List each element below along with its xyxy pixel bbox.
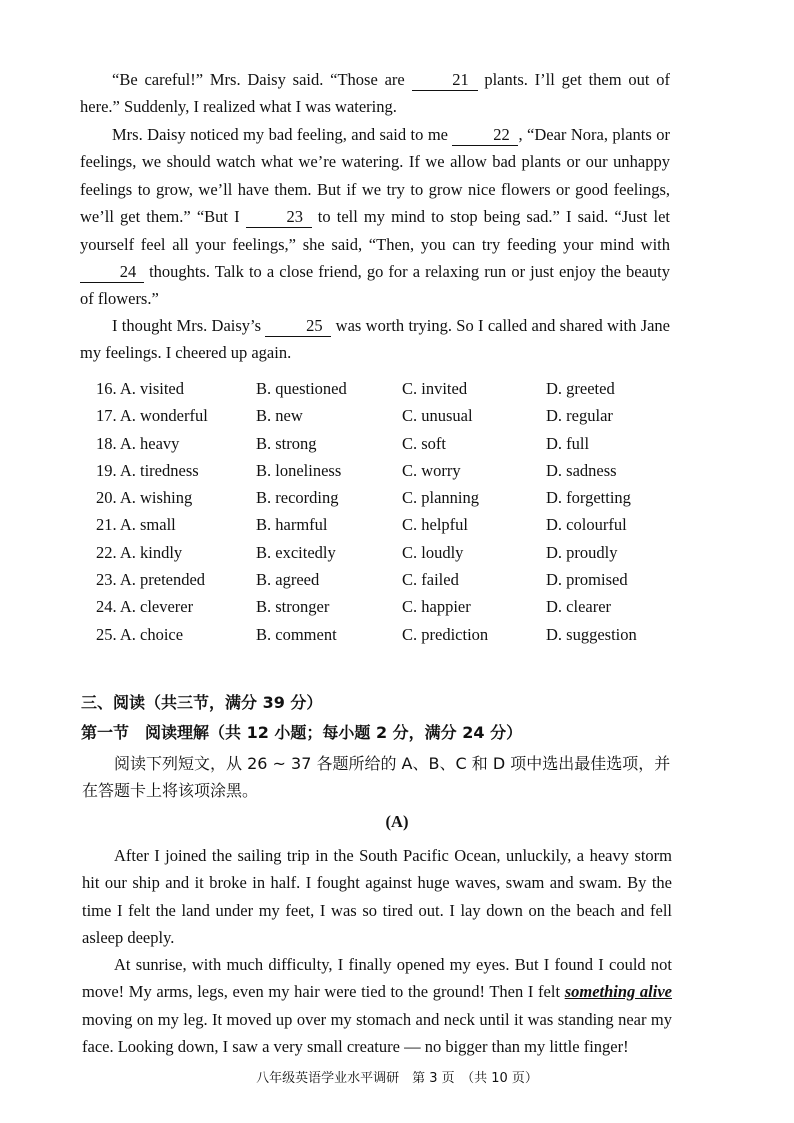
option-d: D. colourful <box>546 515 627 535</box>
section-heading: 三、阅读（共三节，满分 39 分） <box>81 693 323 712</box>
option-c: C. happier <box>402 597 471 617</box>
option-c: C. prediction <box>402 624 489 644</box>
option-a: 17. A. wonderful <box>96 406 208 426</box>
blank-24: 24 <box>80 262 144 283</box>
text: to tell my mind to stop being sad.” I said. “Just let yourself feel all your feelings,” she said, “Then, you can try feeding your mind with <box>80 207 670 254</box>
option-row-16 <box>96 379 676 406</box>
instruction-text: 阅读下列短文，从 26 ~ 37 各题所给的 A、B、C 和 D 项中选出最佳选项，并在答题卡上将该项涂黑。 <box>82 754 671 801</box>
option-d: D. proudly <box>546 542 618 562</box>
option-d: D. suggestion <box>546 624 637 644</box>
option-row-18 <box>96 434 676 461</box>
option-c: C. soft <box>402 433 447 453</box>
option-c: C. worry <box>402 460 461 480</box>
option-b: B. loneliness <box>256 460 342 480</box>
text: thoughts. Talk to a close friend, go for a relaxing run or just enjoy the beauty of flowers.” <box>80 262 670 309</box>
option-row-21 <box>96 515 676 542</box>
option-row-23 <box>96 570 676 597</box>
story-paragraph-2 <box>82 951 672 1061</box>
option-row-19 <box>96 461 676 488</box>
option-b: B. comment <box>256 624 337 644</box>
text: I thought Mrs. Daisy’s <box>112 316 266 335</box>
text: was worth trying. So I called and shared with Jane my feelings. I cheered up again. <box>80 316 671 363</box>
blank-21: 21 <box>412 70 478 91</box>
option-b: B. excitedly <box>256 542 336 562</box>
option-a: 18. A. heavy <box>96 433 180 453</box>
option-d: D. promised <box>546 570 628 590</box>
cloze-paragraph-2 <box>80 121 670 313</box>
text: Mrs. Daisy noticed my bad feeling, and said to me <box>112 125 453 144</box>
option-row-25 <box>96 625 676 652</box>
cloze-paragraph-3 <box>80 312 670 367</box>
blank-25: 25 <box>265 316 331 337</box>
option-a: 23. A. pretended <box>96 570 206 590</box>
option-b: B. questioned <box>256 379 347 398</box>
option-b: B. recording <box>256 488 339 508</box>
option-c: C. invited <box>402 379 468 398</box>
cloze-paragraph-1 <box>80 66 670 121</box>
text: plants. I’ll get them out of here.” Suddenly, I realized what I was watering. <box>80 70 670 117</box>
option-b: B. strong <box>256 433 317 453</box>
text: “Be careful!” Mrs. Daisy said. “Those are <box>112 70 412 89</box>
option-c: C. helpful <box>402 515 468 535</box>
option-a: 25. A. choice <box>96 624 184 644</box>
option-d: D. full <box>546 433 590 453</box>
page-footer: 八年级英语学业水平调研 第 3 页 （共 10 页） <box>256 1071 538 1086</box>
part-heading: 第一节 阅读理解（共 12 小题；每小题 2 分，满分 24 分） <box>81 723 523 742</box>
blank-22: 22 <box>452 125 518 146</box>
option-b: B. new <box>256 406 303 426</box>
option-d: D. regular <box>546 406 613 426</box>
text: , “Dear Nora, plants or feelings, we should watch what we’re watering. If we allow bad plants or our unhappy feelings to grow, we’ll have them. But if we try to grow nice flowers or good feelings, we’ll get them.” “But I <box>80 125 670 227</box>
option-row-22 <box>96 543 676 570</box>
text: moving on my leg. It moved up over my stomach and neck until it was standing near my face. Looking down, I saw a very small creature — no bigger than my little finger! <box>82 1009 672 1057</box>
option-a: 20. A. wishing <box>96 488 193 508</box>
option-a: 16. A. visited <box>96 379 185 398</box>
option-row-20 <box>96 488 676 515</box>
option-a: 21. A. small <box>96 515 176 535</box>
option-d: D. forgetting <box>546 488 631 508</box>
option-d: D. clearer <box>546 597 612 617</box>
option-c: C. unusual <box>402 406 473 426</box>
option-d: D. greeted <box>546 379 615 398</box>
text: At sunrise, with much difficulty, I finally opened my eyes. But I found I could not move! My arms, legs, even my hair were tied to the ground! Then I felt <box>82 955 672 1002</box>
option-b: B. agreed <box>256 570 320 590</box>
passage-label: (A) <box>385 812 409 831</box>
option-c: C. loudly <box>402 542 464 562</box>
option-a: 22. A. kindly <box>96 542 183 562</box>
option-list <box>96 379 676 652</box>
story-paragraph-1: After I joined the sailing trip in the South Pacific Ocean, unluckily, a heavy storm hit our ship and it broke in half. I fought against huge waves, swam and swam. By the time I felt the land under my feet, I was so tired out. I lay down on the beach and fell asleep deeply. <box>82 846 672 948</box>
option-b: B. stronger <box>256 597 330 617</box>
option-row-17 <box>96 406 676 433</box>
option-c: C. failed <box>402 570 459 590</box>
option-a: 19. A. tiredness <box>96 460 199 480</box>
option-d: D. sadness <box>546 460 617 480</box>
option-a: 24. A. cleverer <box>96 597 194 617</box>
underlined-phrase: something alive <box>564 982 672 1002</box>
option-row-24 <box>96 597 676 624</box>
blank-23: 23 <box>246 207 312 228</box>
option-b: B. harmful <box>256 515 328 535</box>
option-c: C. planning <box>402 488 479 508</box>
